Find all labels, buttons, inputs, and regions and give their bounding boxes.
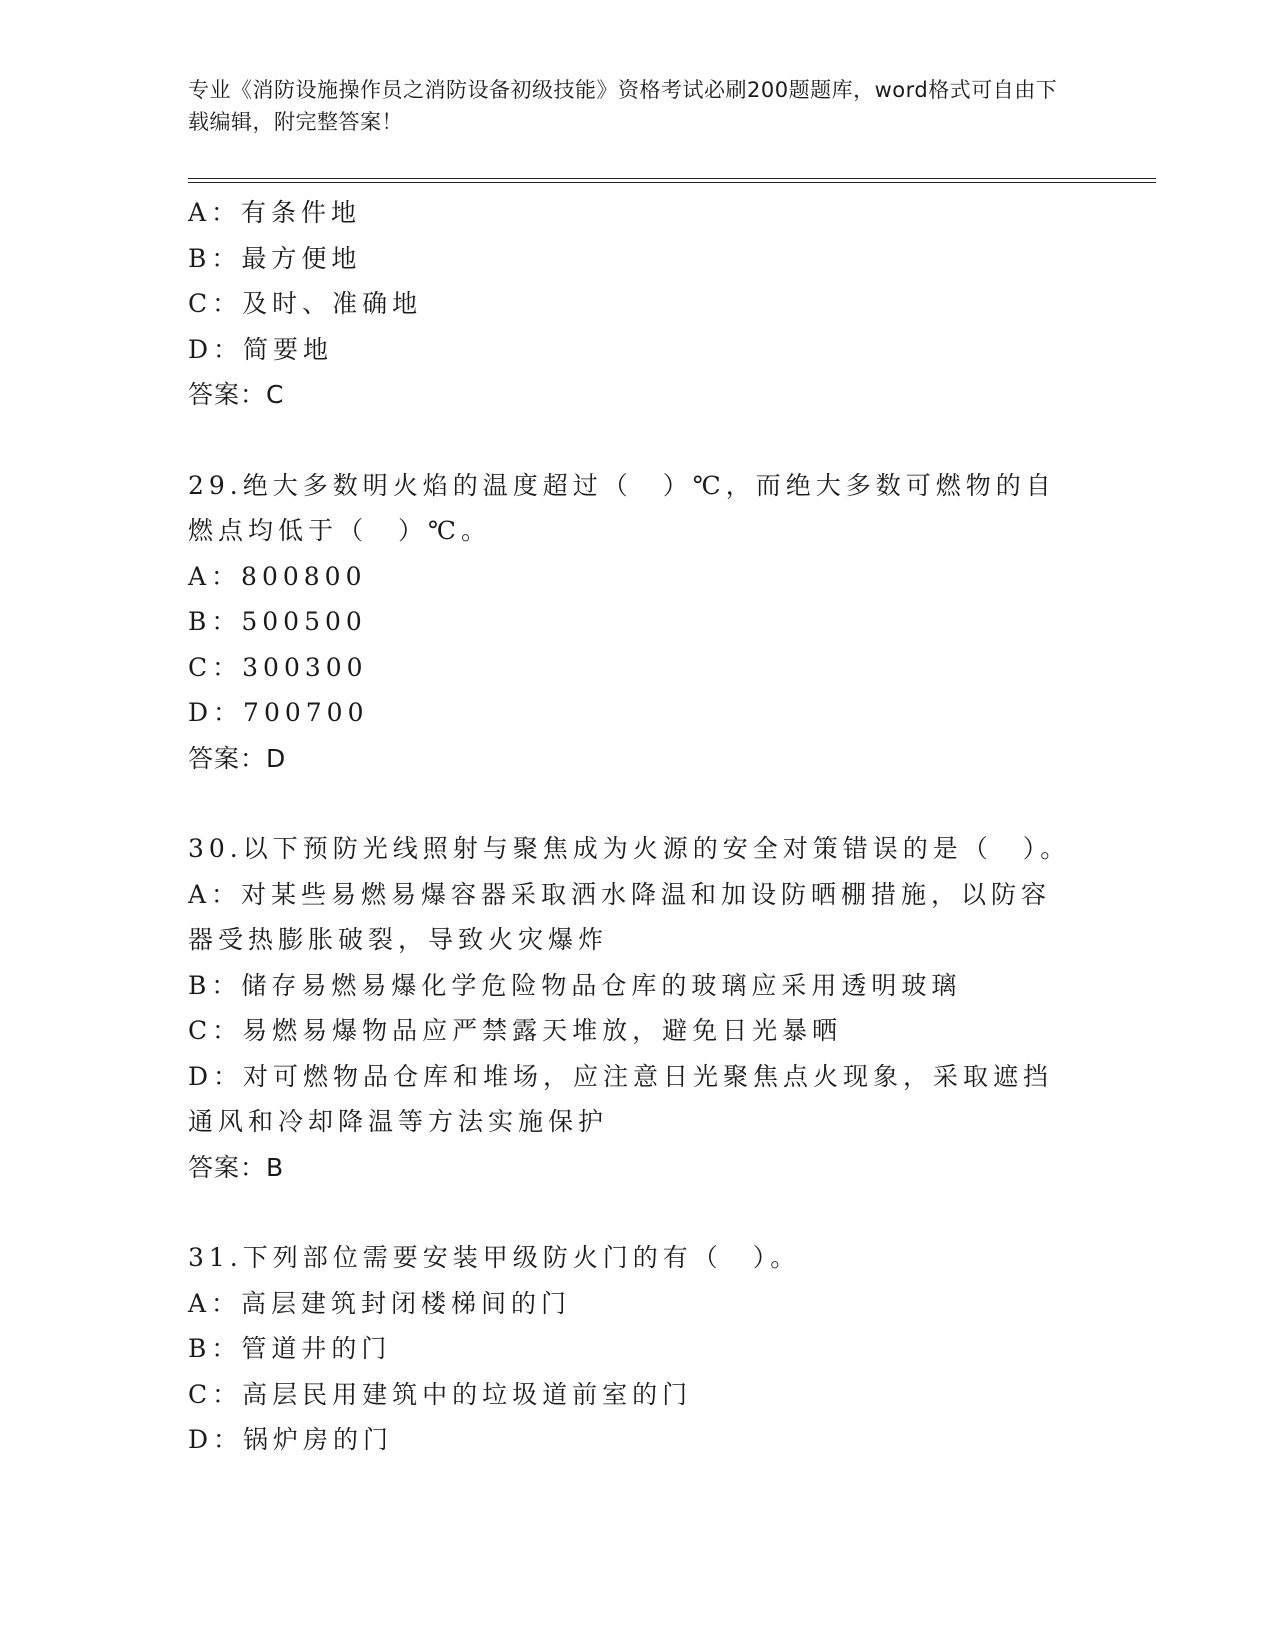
question-30-block <box>188 826 1088 1190</box>
answer-line: 答案：D <box>188 743 287 773</box>
spacer <box>188 1190 1088 1235</box>
option-a: A：对某些易燃易爆容器采取洒水降温和加设防晒棚措施，以防容器受热膨胀破裂，导致火灾爆炸 <box>188 879 1052 954</box>
option-c: C：易燃易爆物品应严禁露天堆放，避免日光暴晒 <box>188 1016 843 1045</box>
option-a: A：800800 <box>188 561 367 591</box>
question-text: 31.下列部位需要安装甲级防火门的有（ ）。 <box>188 1243 801 1272</box>
spacer <box>188 781 1088 826</box>
option-b: B：管道井的门 <box>188 1334 392 1363</box>
answer-line: 答案：B <box>188 1152 285 1182</box>
question-28-block <box>188 190 1088 418</box>
header-divider <box>188 178 1156 183</box>
question-29-block <box>188 463 1088 782</box>
option-d: D：简要地 <box>188 334 334 364</box>
answer-line: 答案：C <box>188 380 285 409</box>
page-header-title: 专业《消防设施操作员之消防设备初级技能》资格考试必刷200题题库，word格式可自由下载编辑，附完整答案！ <box>188 78 1058 134</box>
question-text: 29.绝大多数明火焰的温度超过（ ）℃，而绝大多数可燃物的自燃点均低于（ ）℃。 <box>188 470 1056 545</box>
option-c: C：300300 <box>188 652 368 682</box>
option-d: D：锅炉房的门 <box>188 1425 394 1454</box>
option-b: B：储存易燃易爆化学危险物品仓库的玻璃应采用透明玻璃 <box>188 970 962 1000</box>
question-31-block <box>188 1235 1088 1463</box>
document-body <box>188 190 1088 1463</box>
option-a: A：有条件地 <box>188 198 362 227</box>
option-d: D：对可燃物品仓库和堆场，应注意日光聚焦点火现象，采取遮挡通风和冷却降温等方法实施保护 <box>188 1061 1054 1136</box>
option-b: B：500500 <box>188 607 367 636</box>
option-b: B：最方便地 <box>188 243 362 273</box>
option-c: C：及时、准确地 <box>188 289 423 318</box>
option-d: D：700700 <box>188 698 369 727</box>
spacer <box>188 418 1088 463</box>
option-c: C：高层民用建筑中的垃圾道前室的门 <box>188 1379 693 1409</box>
option-a: A：高层建筑封闭楼梯间的门 <box>188 1288 572 1318</box>
question-text: 30.以下预防光线照射与聚焦成为火源的安全对策错误的是（ ）。 <box>188 834 1071 863</box>
